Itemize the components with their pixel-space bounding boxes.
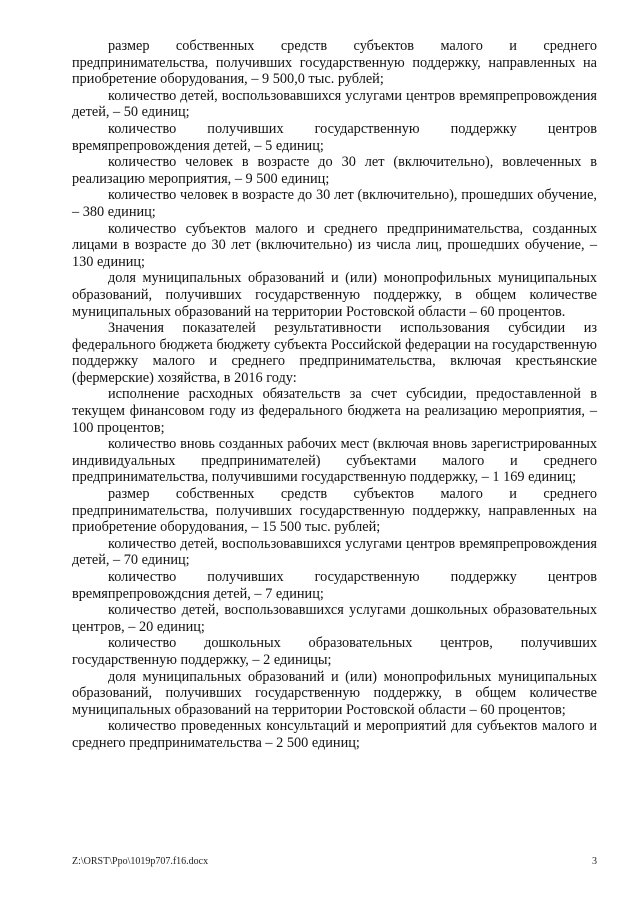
paragraph: Значения показателей результативности использования субсидии из федерального бюджета бюджету субъекта Российской федерации на государственную поддержку малого и среднего предпринимательства, включая крестьянские (фермерские) хозяйства, в 2016 году:: [72, 320, 597, 386]
paragraph: доля муниципальных образований и (или) монопрофильных муниципальных образований, получивших государственную поддержку, в общем количестве муниципальных образований на территории Ростовской области – 60 процентов;: [72, 668, 597, 718]
paragraph: количество субъектов малого и среднего предпринимательства, созданных лицами в возрасте до 30 лет (включительно) из числа лиц, прошедших обучение, – 130 единиц;: [72, 220, 597, 270]
paragraph: размер собственных средств субъектов малого и среднего предпринимательства, получивших государственную поддержку, направленных на приобретение оборудования, – 15 500 тыс. рублей;: [72, 486, 597, 536]
paragraph: количество проведенных консультаций и мероприятий для субъектов малого и среднего предпринимательства – 2 500 единиц;: [72, 718, 597, 751]
paragraph: количество получивших государственную поддержку центров времяпрепровождения детей, – 5 единиц;: [72, 120, 597, 154]
paragraph: размер собственных средств субъектов малого и среднего предпринимательства, получивших государственную поддержку, направленных на приобретение оборудования, – 9 500,0 тыс. рублей;: [72, 38, 597, 88]
paragraph: количество дошкольных образовательных центров, получивших государственную поддержку, – 2 единицы;: [72, 635, 597, 668]
paragraph: количество получивших государственную поддержку центров времяпрепровождсния детей, – 7 единиц;: [72, 569, 597, 602]
paragraph: количество вновь созданных рабочих мест (включая вновь зарегистрированных индивидуальных предпринимателей) субъектами малого и среднего предпринимательства, получившими государственную поддержку, – 1 169 единиц;: [72, 436, 597, 486]
paragraph: количество детей, воспользовавшихся услугами дошкольных образовательных центров, – 20 единиц;: [72, 602, 597, 635]
page-number: 3: [592, 856, 597, 867]
footer-file-path: Z:\ORST\Ppo\1019p707.f16.docx: [72, 856, 209, 867]
document-body: [72, 38, 597, 752]
paragraph: количество человек в возрасте до 30 лет (включительно), прошедших обучение, – 380 единиц;: [72, 187, 597, 220]
paragraph: доля муниципальных образований и (или) монопрофильных муниципальных образований, получивших государственную поддержку, в общем количестве муниципальных образований на территории Ростовской области – 60 процентов.: [72, 270, 597, 320]
paragraph: количество детей, воспользовавшихся услугами центров времяпрепровождения детей, – 50 единиц;: [72, 87, 597, 121]
paragraph: количество детей, воспользовавшихся услугами центров времяпрепровождения детей, – 70 единиц;: [72, 535, 597, 569]
paragraph: исполнение расходных обязательств за счет субсидии, предоставленной в текущем финансовом году из федерального бюджета на реализацию мероприятия, – 100 процентов;: [72, 386, 597, 436]
paragraph: количество человек в возрасте до 30 лет (включительно), вовлеченных в реализацию мероприятия, – 9 500 единиц;: [72, 154, 597, 187]
